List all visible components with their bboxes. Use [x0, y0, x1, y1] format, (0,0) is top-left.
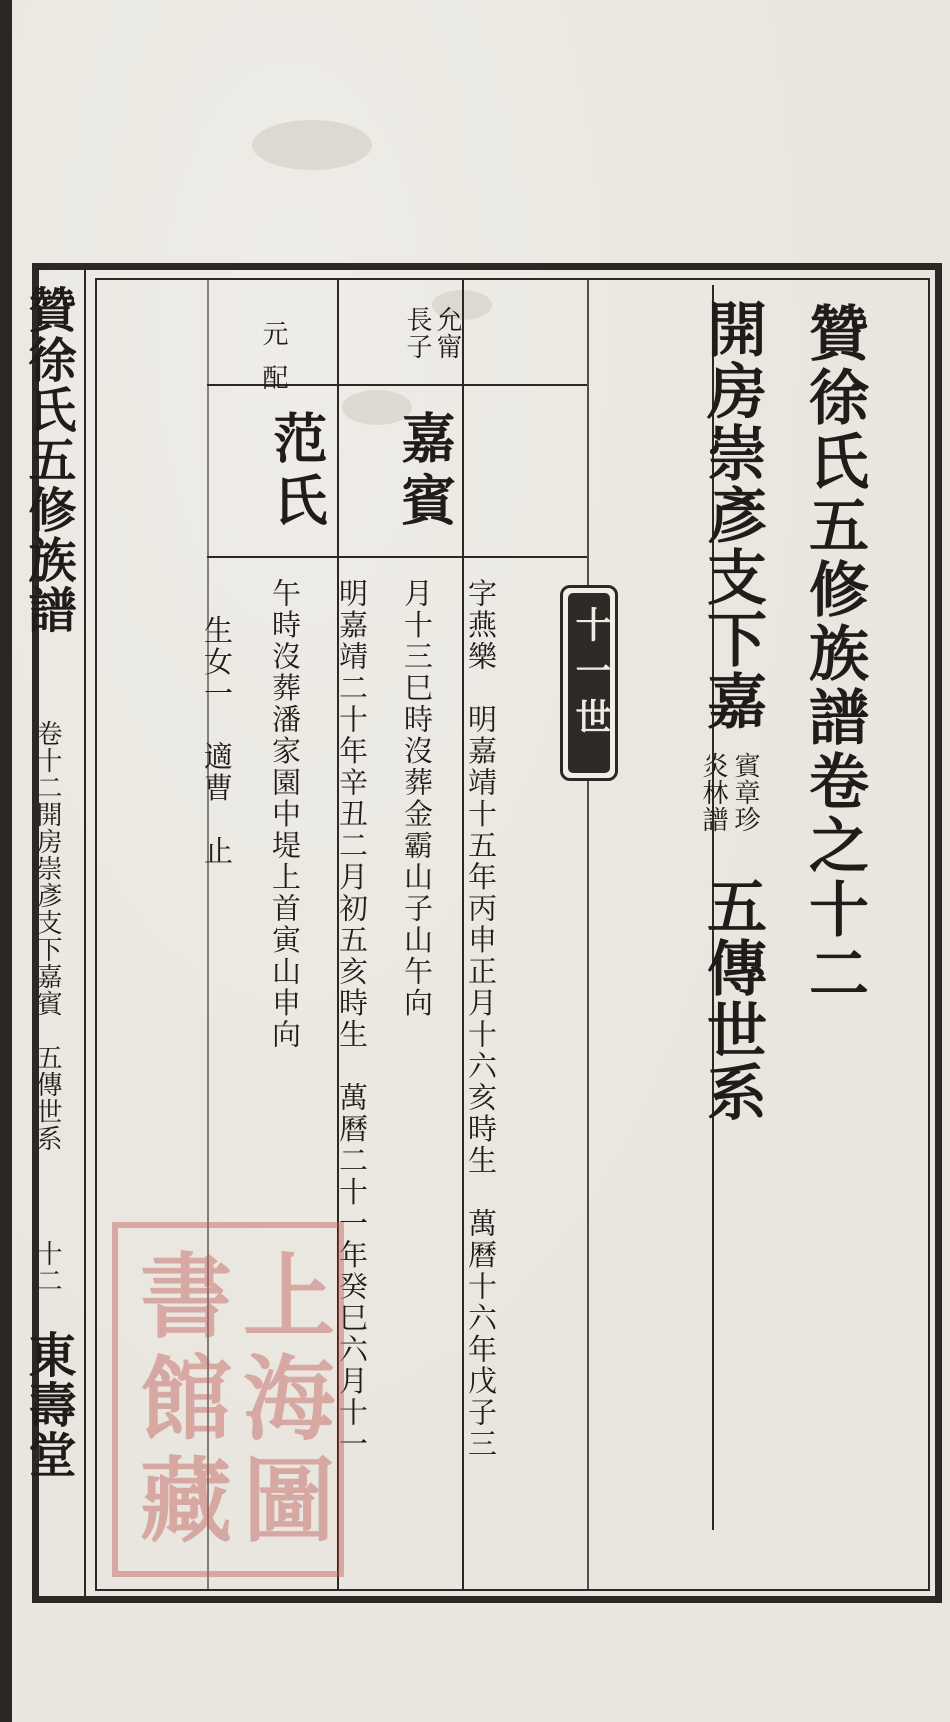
branch-heading-suffix: 五傳世系 — [697, 875, 767, 1123]
branch-annotation: 炎林譜 — [698, 752, 728, 833]
spouse-children: 生女一 適曹 止 — [200, 615, 234, 867]
column-rule — [587, 280, 589, 1590]
person-details: 字燕樂 明嘉靖十五年丙申正月十六亥時生 萬曆十六年戊子三 — [464, 578, 498, 1460]
spouse-details: 明嘉靖二十年辛丑二月初五亥時生 萬曆二十一年癸巳六月十一 — [335, 578, 369, 1460]
person-relation: 允甯 — [432, 306, 462, 360]
spouse-name: 范氏 — [265, 410, 329, 534]
spine-title: 贊徐氏五修族譜 — [20, 285, 76, 635]
spine-page-number: 十二 — [32, 1240, 62, 1294]
header-rule — [207, 556, 587, 558]
branch-heading: 開房崇彥支下嘉 — [697, 298, 767, 732]
spine-divider — [84, 265, 86, 1600]
person-relation: 長子 — [402, 306, 432, 360]
spine-subtitle: 卷十二開房崇彥支下嘉賓 五傳世系 — [32, 720, 62, 1152]
spine-hall-name: 東壽堂 — [20, 1330, 76, 1480]
document-page — [12, 0, 950, 1722]
paper-tear — [252, 120, 372, 170]
generation-badge — [560, 585, 618, 781]
branch-annotation: 賓章珍 — [730, 752, 760, 833]
library-seal-stamp: 上海圖 書館藏 — [112, 1222, 344, 1577]
generation-label: 十一世 — [570, 606, 612, 744]
spouse-relation: 元配 — [258, 320, 288, 408]
book-title: 贊徐氏五修族譜卷之十二 — [799, 302, 869, 1006]
person-details: 月十三巳時沒葬金霸山子山午向 — [400, 578, 434, 1019]
person-name: 嘉賓 — [393, 410, 457, 534]
spouse-details: 午時沒葬潘家園中堤上首寅山申向 — [268, 578, 302, 1051]
